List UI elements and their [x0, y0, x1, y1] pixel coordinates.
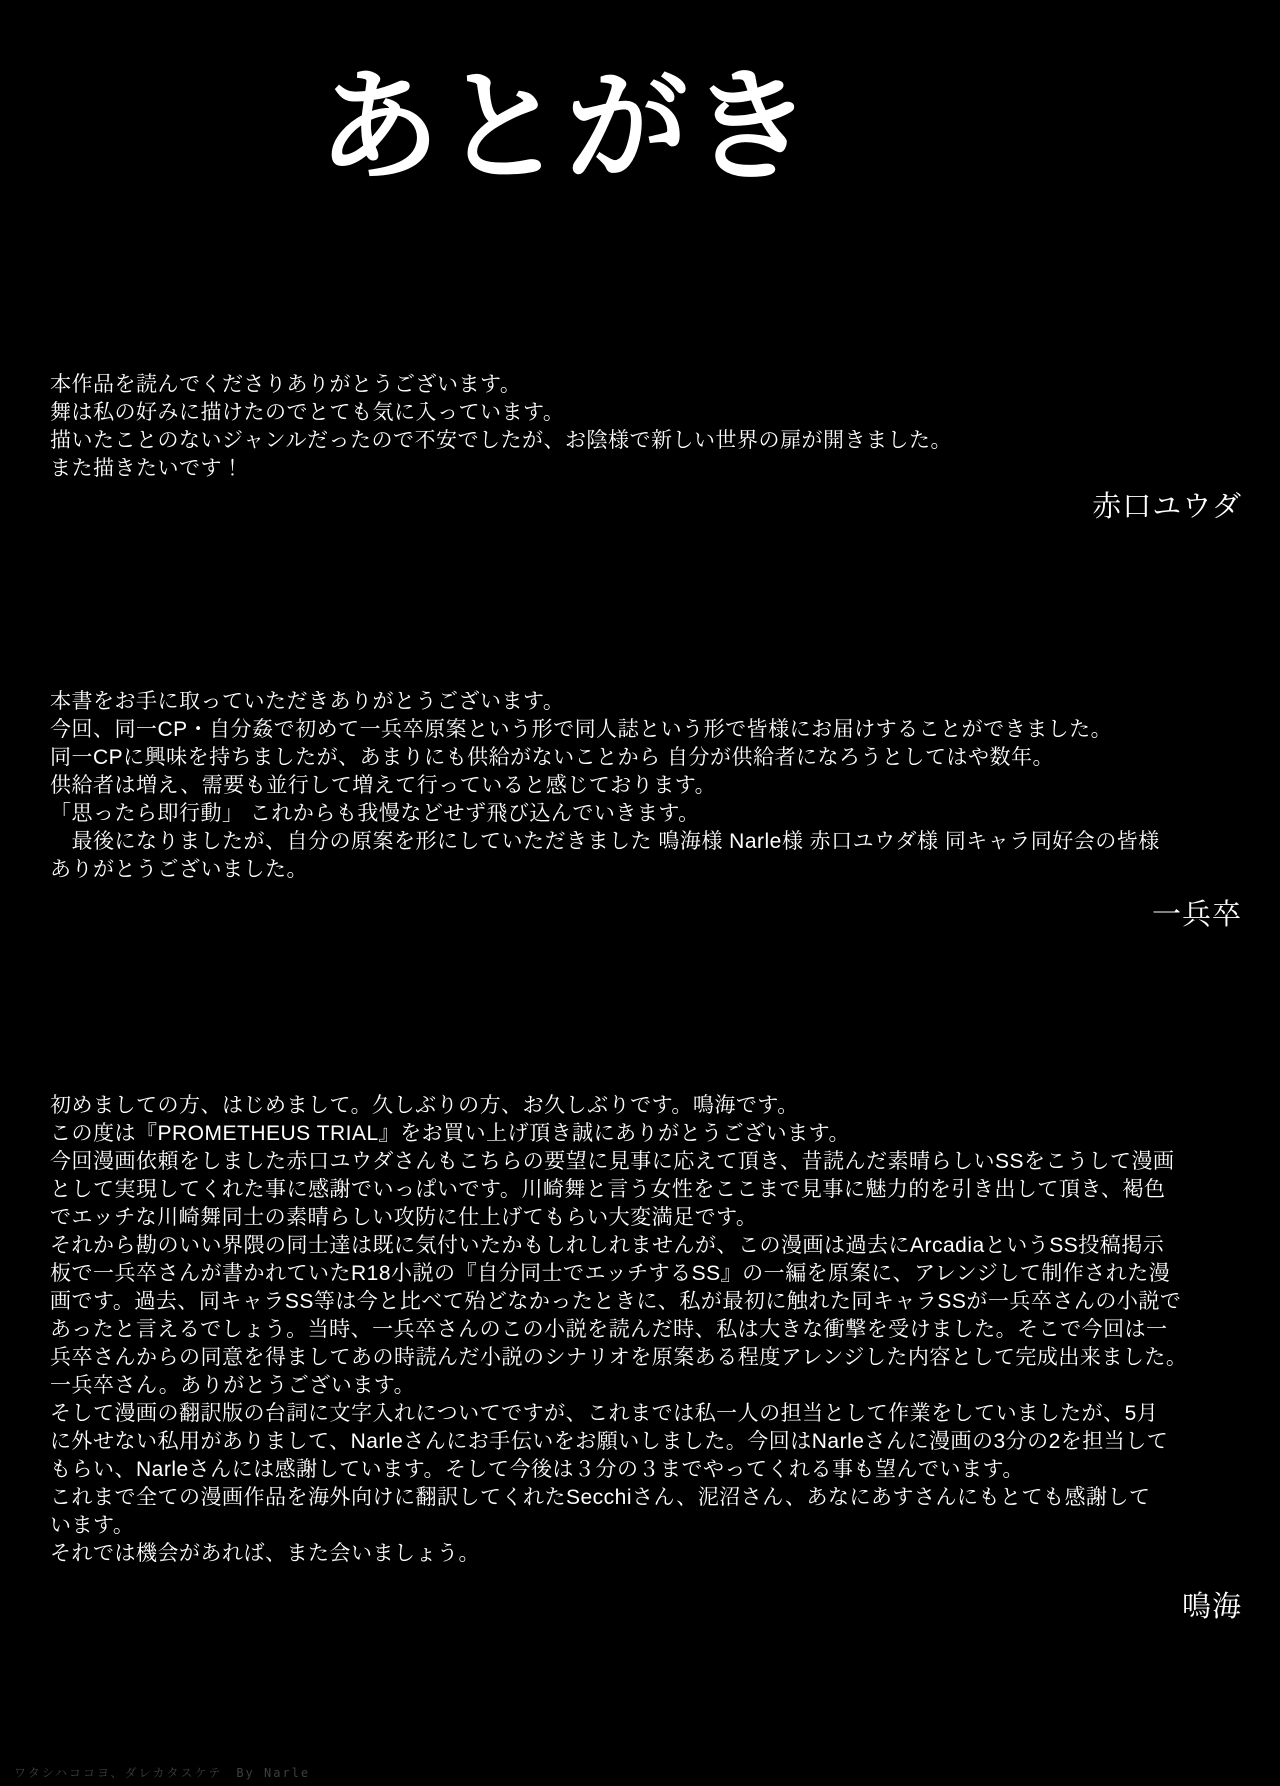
original-author-comment-block [50, 688, 1244, 884]
footer-hidden-message: ワタシハココヨ、ダレカタスケテ By Narle [14, 1766, 311, 1780]
text-line: この度は『PROMETHEUS TRIAL』をお買い上げ頂き誠にありがとうございます。 [50, 1122, 850, 1145]
text-line: 板で一兵卒さんが書かれていたR18小説の『自分同士でエッチするSS』の一編を原案に、アレンジして制作された漫 [50, 1262, 1171, 1285]
narumi-comment-block [50, 1092, 1244, 1568]
text-line: そして漫画の翻訳版の台詞に文字入れについてですが、これまでは私一人の担当として作業をしていましたが、5月 [50, 1402, 1159, 1425]
text-line: 一兵卒さん。ありがとうございます。 [50, 1374, 416, 1397]
text-line: 本作品を読んでくださりありがとうございます。 [50, 373, 522, 396]
text-line: に外せない私用がありまして、Narleさんにお手伝いをお願いしました。今回はNarleさんに漫画の3分の2を担当して [50, 1430, 1169, 1453]
text-line: 今回漫画依頼をしました赤口ユウダさんもこちらの要望に見事に応えて頂き、昔読んだ素晴らしいSSをこうして漫画 [50, 1150, 1175, 1173]
text-line: 同一CPに興味を持ちましたが、あまりにも供給がないことから 自分が供給者になろうとしてはや数年。 [50, 746, 1055, 769]
narumi-comment-lines [50, 1092, 1244, 1568]
text-line: ありがとうございました。 [50, 858, 308, 881]
text-line: 舞は私の好みに描けたのでとても気に入っています。 [50, 401, 565, 424]
original-author-signature: 一兵卒 [1151, 899, 1242, 931]
text-line: それから勘のいい界隈の同士達は既に気付いたかもしれしれませんが、この漫画は過去にArcadiaというSS投稿掲示 [50, 1234, 1165, 1257]
text-line: それでは機会があれば、また会いましょう。 [50, 1542, 480, 1565]
artist-comment-lines [50, 371, 1244, 483]
text-line: あったと言えるでしょう。当時、一兵卒さんのこの小説を読んだ時、私は大きな衝撃を受けました。そこで今回は一 [50, 1318, 1168, 1341]
artist-comment-block [50, 371, 1244, 483]
text-line: います。 [50, 1514, 135, 1537]
text-line: でエッチな川崎舞同士の素晴らしい攻防に仕上げてもらい大変満足です。 [50, 1206, 758, 1229]
text-line: もらい、Narleさんには感謝しています。そして今後は３分の３までやってくれる事も望んでいます。 [50, 1458, 1024, 1481]
original-author-comment-lines [50, 688, 1244, 884]
artist-signature: 赤口ユウダ [1092, 491, 1242, 523]
text-line: 描いたことのないジャンルだったので不安でしたが、お陰様で新しい世界の扉が開きました。 [50, 429, 953, 452]
text-line: 「思ったら即行動」 これからも我慢などせず飛び込んでいきます。 [50, 802, 700, 825]
narumi-signature: 鳴海 [1181, 1591, 1242, 1623]
text-line: 供給者は増え、需要も並行して増えて行っていると感じております。 [50, 774, 717, 797]
text-line: 初めましての方、はじめまして。久しぶりの方、お久しぶりです。鳴海です。 [50, 1094, 799, 1117]
text-line: また描きたいです！ [50, 457, 244, 480]
text-line: これまで全ての漫画作品を海外向けに翻訳してくれたSecchiさん、泥沼さん、あなにあすさんにもとても感謝して [50, 1486, 1151, 1509]
text-line: 今回、同一CP・自分姦で初めて一兵卒原案という形で同人誌という形で皆様にお届けすることができました。 [50, 718, 1113, 741]
page-title: あとがき [318, 59, 814, 195]
text-line: 最後になりましたが、自分の原案を形にしていただきました 鳴海様 Narle様 赤口ユウダ様 同キャラ同好会の皆様 [50, 830, 1160, 853]
text-line: 兵卒さんからの同意を得ましてあの時読んだ小説のシナリオを原案ある程度アレンジした内容として完成出来ました。 [50, 1346, 1188, 1369]
text-line: 本書をお手に取っていただきありがとうございます。 [50, 690, 565, 713]
text-line: 画です。過去、同キャラSS等は今と比べて殆どなかったときに、私が最初に触れた同キャラSSが一兵卒さんの小説で [50, 1290, 1182, 1313]
text-line: として実現してくれた事に感謝でいっぱいです。川崎舞と言う女性をここまで見事に魅力的を引き出して頂き、褐色 [50, 1178, 1166, 1201]
